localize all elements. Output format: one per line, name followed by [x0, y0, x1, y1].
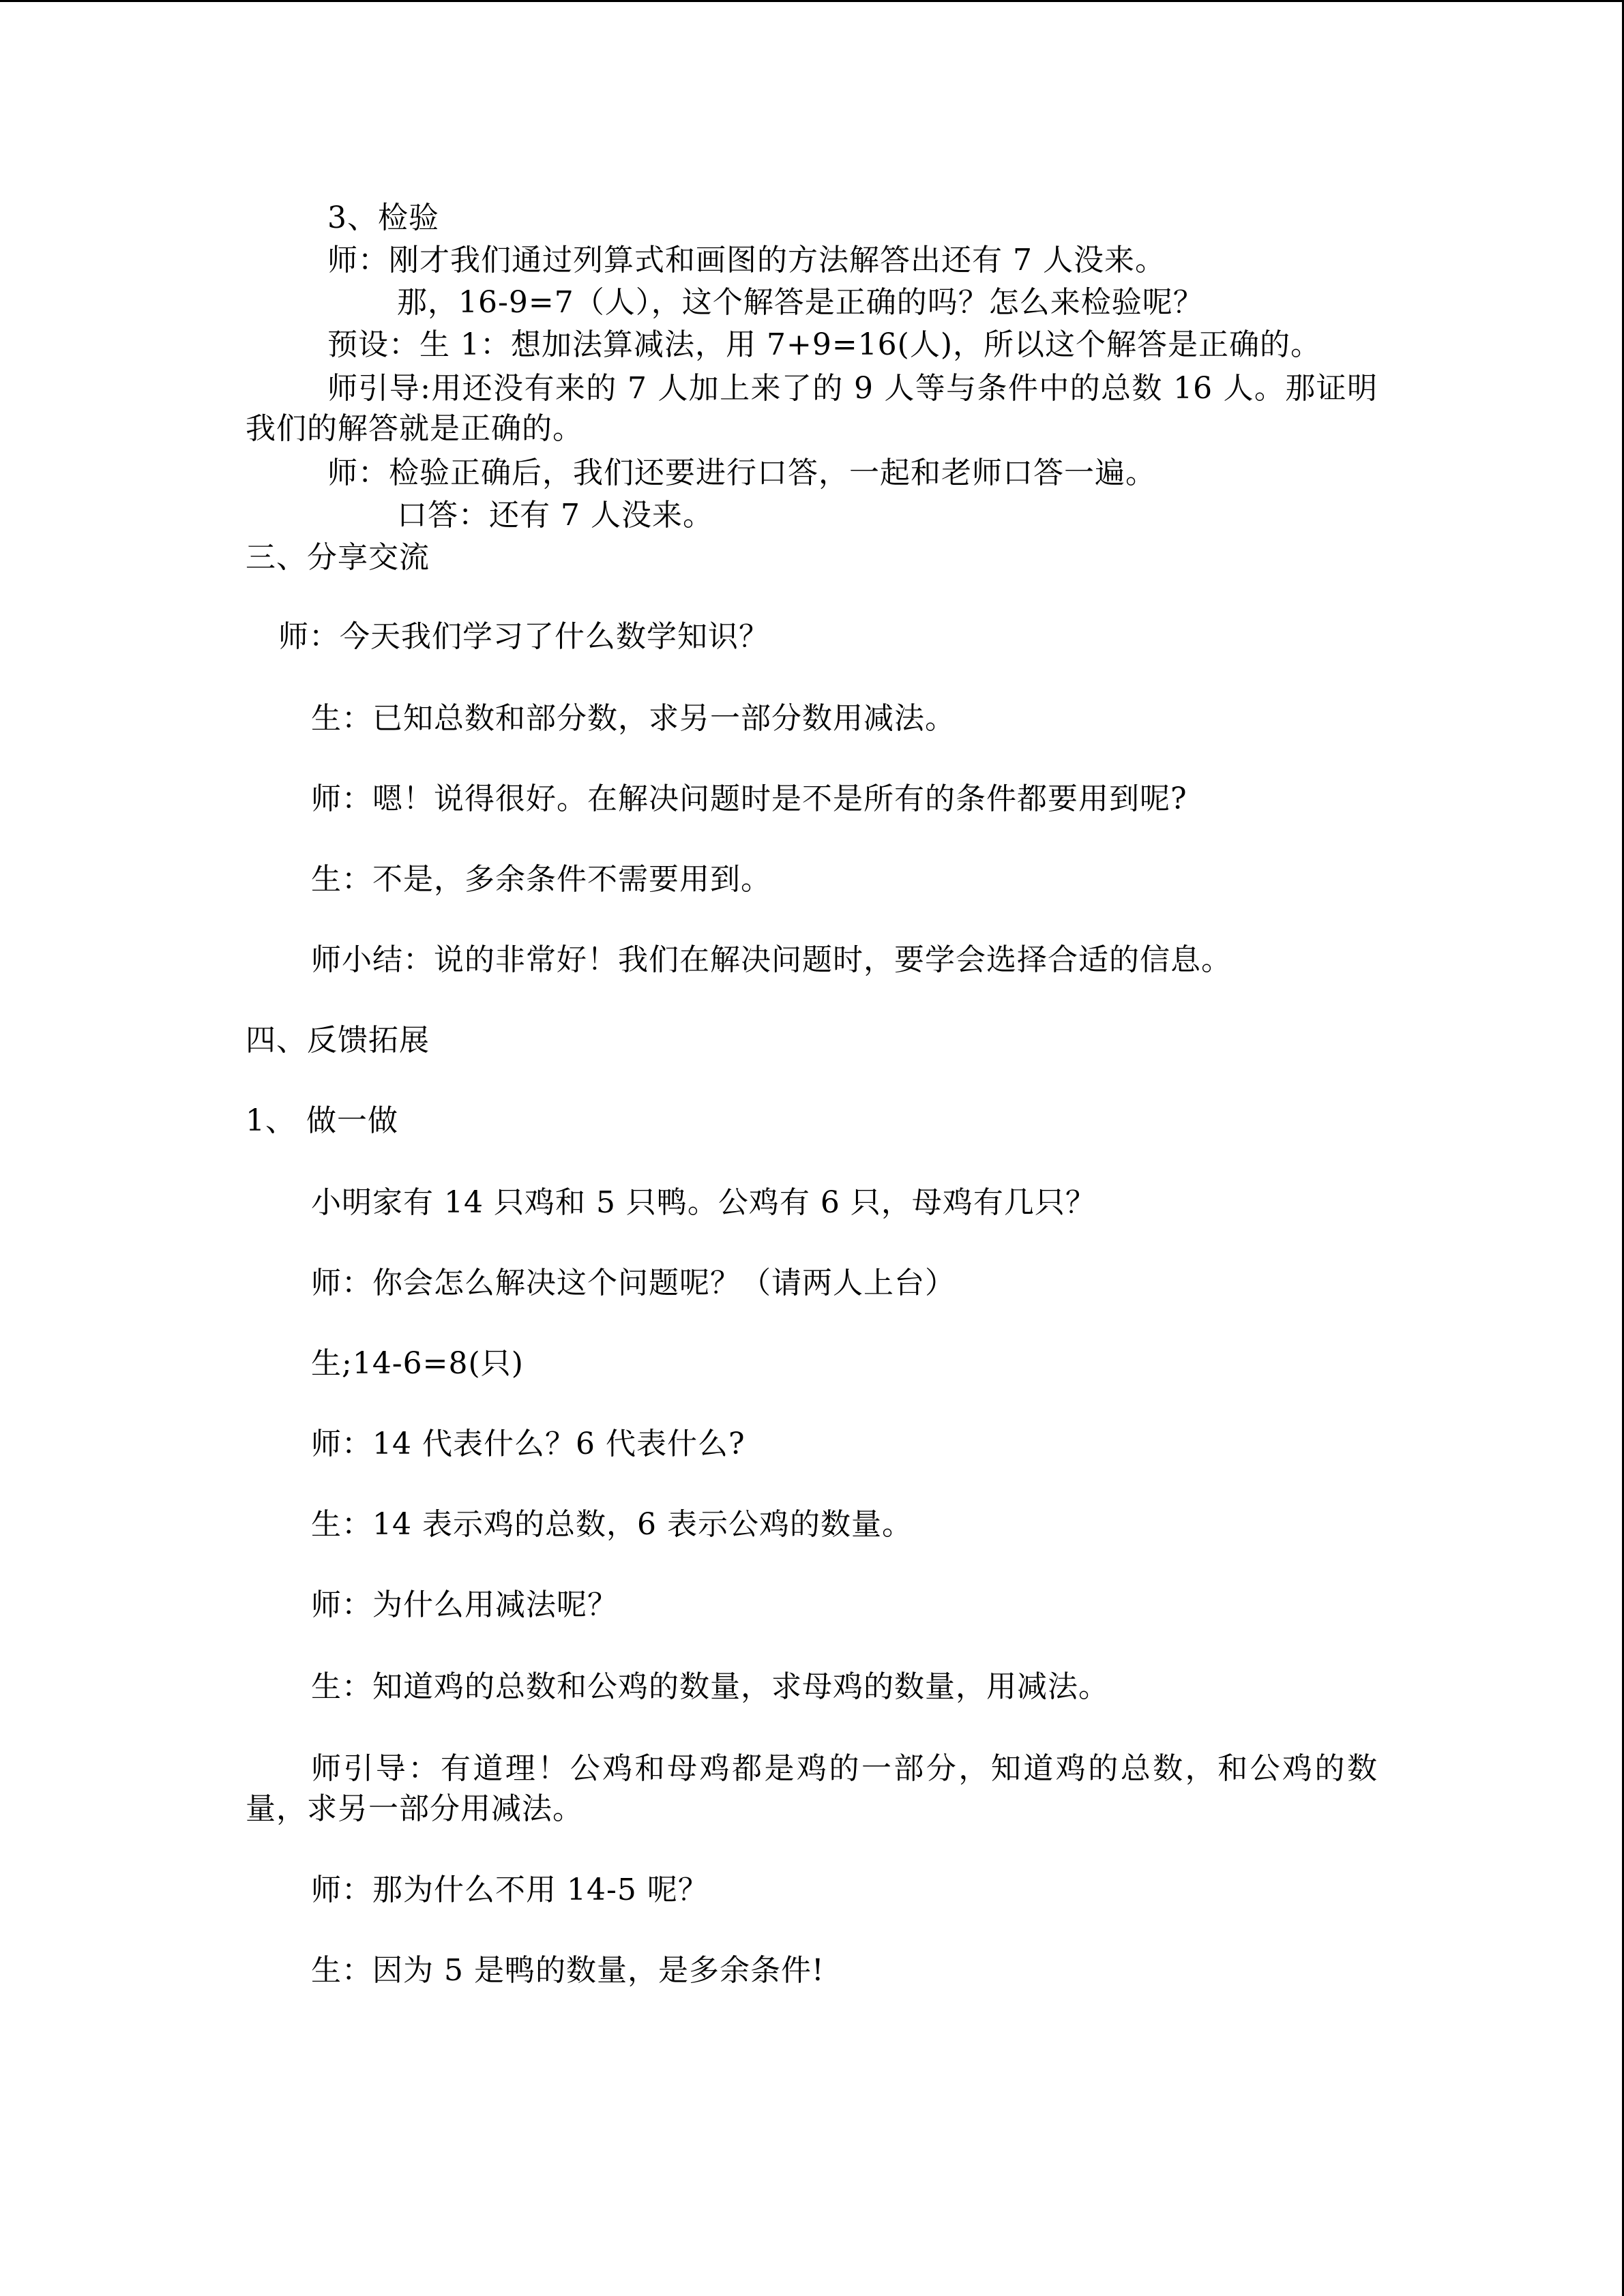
- teacher-guide-paragraph: 师引导:用还没有来的 7 人加上来了的 9 人等与条件中的总数 16 人。那证明我们的解答就是正确的。: [246, 371, 1378, 446]
- teacher-line: 师：那为什么不用 14-5 呢？: [311, 1873, 709, 1907]
- exercise-problem: 小明家有 14 只鸡和 5 只鸭。公鸡有 6 只，母鸡有几只？: [311, 1185, 1096, 1220]
- teacher-line: 师：你会怎么解决这个问题呢？（请两人上台）: [311, 1266, 956, 1300]
- student-line: 生：已知总数和部分数，求另一部分数用减法。: [311, 701, 956, 736]
- section-heading-feedback: 四、反馈拓展: [246, 1023, 430, 1058]
- student-line: 生;14-6=8(只): [311, 1346, 524, 1381]
- teacher-line: 师：检验正确后，我们还要进行口答，一起和老师口答一遍。: [327, 456, 1156, 490]
- student-line: 生：14 表示鸡的总数，6 表示公鸡的数量。: [311, 1507, 913, 1542]
- section-heading-verify: 3、检验: [327, 200, 439, 235]
- section-heading-share: 三、分享交流: [246, 540, 430, 575]
- teacher-line: 师：为什么用减法呢？: [311, 1587, 618, 1622]
- oral-answer: 口答：还有 7 人没来。: [397, 498, 713, 533]
- preset-answer: 预设：生 1：想加法算减法，用 7+9=16(人)，所以这个解答是正确的。: [327, 327, 1322, 362]
- teacher-line: 师：刚才我们通过列算式和画图的方法解答出还有 7 人没来。: [327, 243, 1166, 278]
- teacher-line: 师：今天我们学习了什么数学知识？: [278, 619, 769, 654]
- teacher-question: 那，16-9=7（人），这个解答是正确的吗？怎么来检验呢？: [397, 285, 1204, 320]
- teacher-line: 师：14 代表什么？6 代表什么?: [311, 1427, 745, 1461]
- exercise-heading: 1、 做一做: [246, 1103, 398, 1138]
- teacher-guide-paragraph: 师引导：有道理！公鸡和母鸡都是鸡的一部分，知道鸡的总数，和公鸡的数量，求另一部分用减法。: [246, 1751, 1378, 1826]
- student-line: 生：知道鸡的总数和公鸡的数量，求母鸡的数量，用减法。: [311, 1669, 1109, 1704]
- student-line: 生：不是，多余条件不需要用到。: [311, 862, 771, 897]
- teacher-line: 师：嗯！说得很好。在解决问题时是不是所有的条件都要用到呢?: [311, 781, 1187, 816]
- student-line: 生：因为 5 是鸭的数量，是多余条件!: [311, 1953, 825, 1988]
- teacher-summary: 师小结：说的非常好！我们在解决问题时，要学会选择合适的信息。: [311, 942, 1232, 977]
